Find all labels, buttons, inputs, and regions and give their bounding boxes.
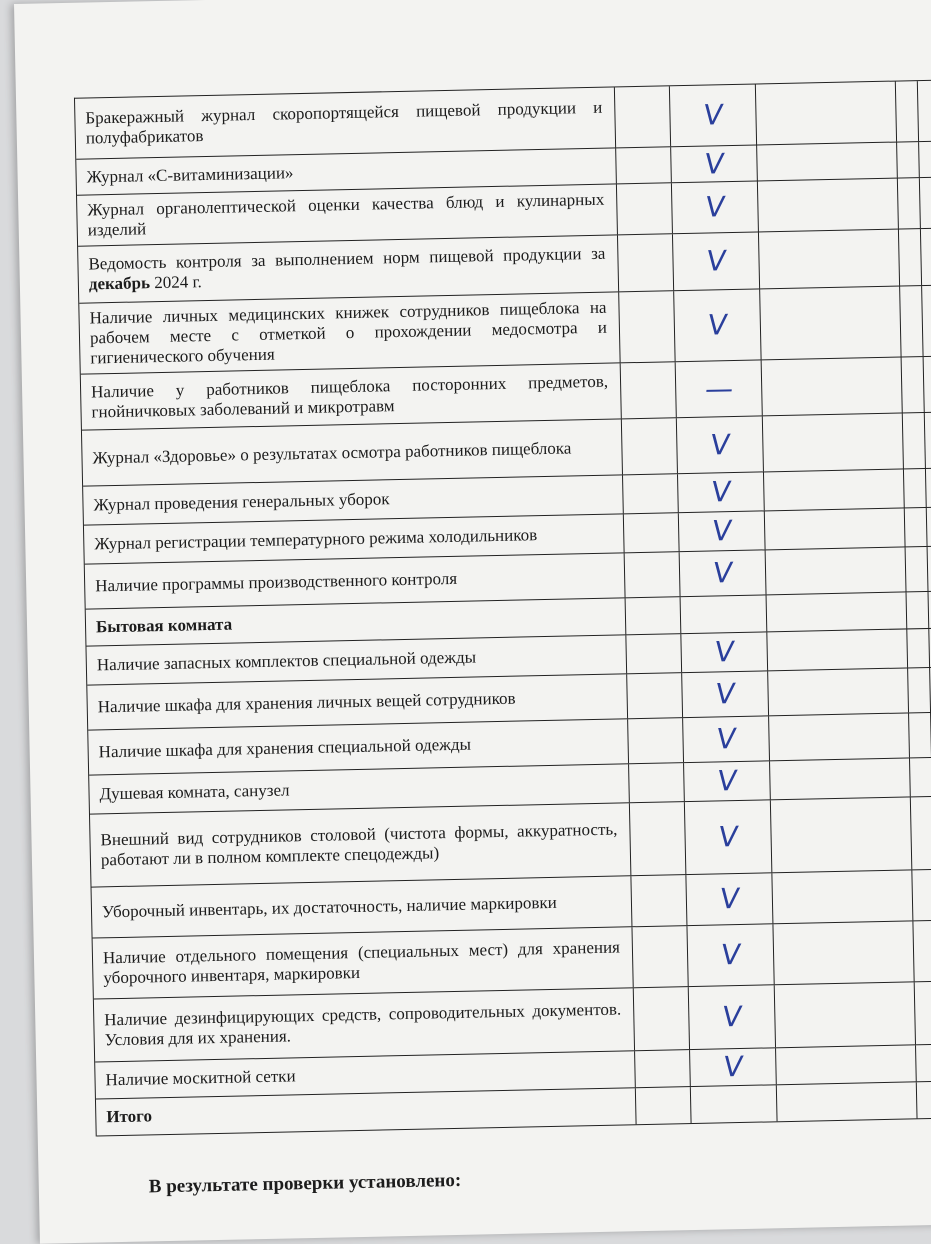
row-label: Журнал «С-витаминизации» [76,148,617,194]
check-mark: V [713,677,737,711]
row-label: Наличие шкафа для хранения личных вещей сотрудников [87,674,628,729]
row-label: Наличие москитной сетки [95,1051,636,1098]
row-label: Наличие программы производственного контроля [85,553,626,608]
check-mark: V [721,1049,745,1084]
check-mark: V [710,514,734,548]
check-mark: V [702,146,726,181]
section-title: Бытовая комната [86,598,627,645]
check-mark: V [716,819,740,854]
row-label: Уборочный инвентарь, их достаточность, наличие маркировки [92,876,633,937]
row-label: Журнал органолептической оценки качества блюд и кулинарных изделий [77,184,618,245]
check-mark: V [711,556,735,590]
row-label: Наличие у работников пищеблока посторонних предметов, гнойничковых заболеваний и микротравм [81,363,622,429]
check-mark: V [709,475,733,509]
row-label: Наличие дезинфицирующих средств, сопроводительных документов. Условия для их хранения. [94,988,635,1061]
row-label: Душевая комната, санузел [89,764,630,813]
check-mark: V [708,427,732,462]
check-mark: V [705,308,729,342]
row-label: Журнал проведения генеральных уборок [83,475,624,524]
row-label: Бракеражный журнал скоропортящейся пищевой продукции и полуфабрикатов [75,87,616,158]
row-label: Наличие отдельного помещения (специальных мест) для хранения уборочного инвентаря, маркировки [93,927,634,998]
total-label: Итого [96,1088,637,1135]
document-page [14,0,931,1244]
check-mark: V [715,763,739,798]
dash-mark: — [702,371,735,406]
row-label: Внешний вид сотрудников столовой (чистота формы, аккуратность, работают ли в полном комплекте спецодежды) [90,803,631,886]
check-mark: V [717,881,742,916]
check-mark: V [712,635,736,669]
checklist-table [74,79,931,1136]
row-label: Ведомость контроля за выполнением норм пищевой продукции за декабрь 2024 г. [78,235,619,302]
row-label: Наличие запасных комплектов специальной одежды [86,635,627,684]
check-mark: V [701,98,725,132]
check-mark: V [719,937,743,972]
row-label: Журнал «Здоровье» о результатах осмотра работников пищеблока [82,419,623,485]
check-mark: V [703,190,727,224]
row-label: Журнал регистрации температурного режима холодильников [84,514,625,563]
conclusion-heading: В результате проверки установлено: [148,1169,462,1198]
check-mark: V [714,722,738,756]
check-mark: V [720,999,744,1034]
row-label: Наличие шкафа для хранения специальной одежды [88,719,629,774]
row-label: Наличие личных медицинских книжек сотрудников пищеблока на рабочем месте с отметкой о прохождении медосмотра и гигиенического обучения [79,292,620,373]
check-mark: V [704,244,728,278]
